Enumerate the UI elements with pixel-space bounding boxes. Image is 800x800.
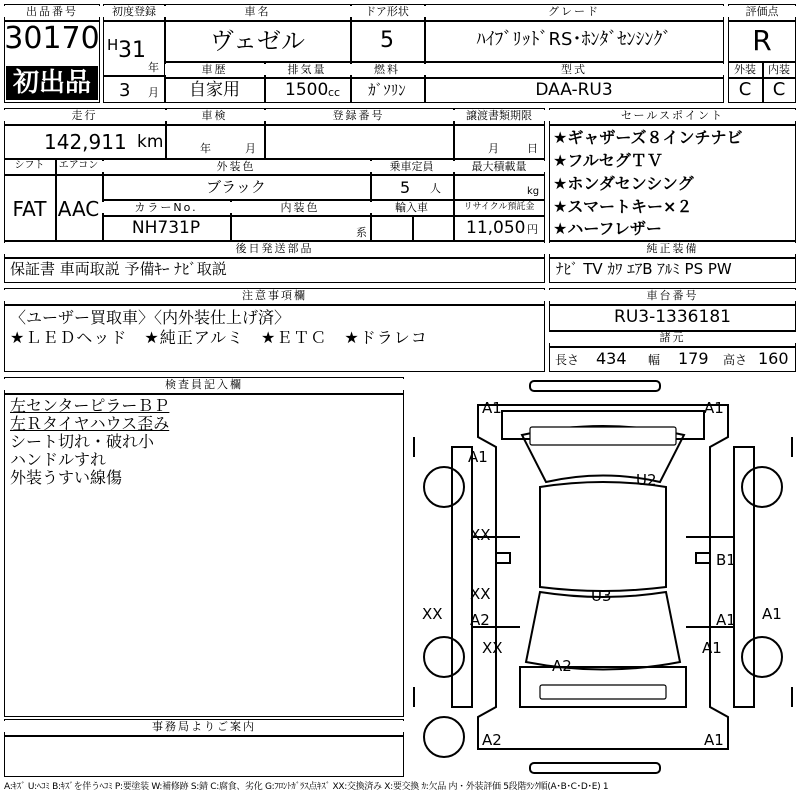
sales-point-item: ★ハーフレザー xyxy=(553,219,662,238)
mileage: 142,911 xyxy=(44,130,127,154)
damage-mark: XX xyxy=(470,585,491,603)
damage-mark: XX xyxy=(482,639,503,657)
later-parts-text: 保証書 車両取説 予備ｷｰ ﾅﾋﾞ取説 xyxy=(10,260,227,278)
damage-mark: A1 xyxy=(704,731,724,749)
damage-diagram xyxy=(410,377,796,777)
notes-line-1: 〈ユーザー買取車〉〈内外装仕上げ済〉 xyxy=(10,308,291,327)
length: 434 xyxy=(596,349,627,368)
recycle-fee: 11,050 xyxy=(466,218,526,238)
damage-mark: A2 xyxy=(482,731,502,749)
inspector-note: 外装うすい線傷 xyxy=(10,468,123,487)
first-reg-label: 初度登録 xyxy=(103,6,165,17)
lot-no-label: 出品番号 xyxy=(4,6,100,17)
inspector-note: 左センターピラーＢＰ xyxy=(10,396,170,415)
sales-point-item: ★スマートキー×２ xyxy=(553,197,693,216)
sales-point-item: ★ギャザーズ８インチナビ xyxy=(553,128,743,147)
model: DAA-RU3 xyxy=(535,80,613,100)
damage-mark: A1 xyxy=(704,399,724,417)
grade: ﾊｲﾌﾞﾘｯﾄﾞRS･ﾎﾝﾀﾞｾﾝｼﾝｸﾞ xyxy=(476,29,672,50)
lot-number: 30170 xyxy=(4,21,100,56)
inspector-note: ハンドルすれ xyxy=(10,450,107,469)
displacement: 1500 xyxy=(285,80,329,100)
damage-mark: A1 xyxy=(482,399,502,417)
exterior-color: ブラック xyxy=(206,178,266,196)
fuel: ｶﾞｿﾘﾝ xyxy=(368,81,406,99)
exterior-grade: C xyxy=(738,79,752,100)
inspector-note: シート切れ・破れ小 xyxy=(10,432,155,451)
inspector-note: 左Ｒタイヤハウス歪み xyxy=(10,414,170,433)
damage-mark: A1 xyxy=(762,605,782,623)
chassis-number: RU3-1336181 xyxy=(614,307,731,327)
seats: 5 xyxy=(400,178,411,197)
interior-grade: C xyxy=(772,79,786,100)
ac: AAC xyxy=(57,197,100,221)
damage-mark: XX xyxy=(422,605,443,623)
damage-mark: A2 xyxy=(552,657,572,675)
width: 179 xyxy=(678,349,709,368)
era: H xyxy=(107,36,119,54)
notes-line-2: ★ＬＥＤヘッド ★純正アルミ ★ＥＴＣ ★ドラレコ xyxy=(10,328,428,347)
damage-mark: A1 xyxy=(716,611,736,629)
history: 自家用 xyxy=(189,80,240,100)
doors: 5 xyxy=(380,28,394,53)
damage-mark: B1 xyxy=(716,551,736,569)
legend: A:ｷｽﾞ U:ﾍｺﾐ B:ｷｽﾞを伴うﾍｺﾐ P:要塗装 W:補修跡 S:錆 C:腐食、劣化 G:ﾌﾛﾝﾄｶﾞﾗｽ点ｷｽﾞ XX:交換済み X:要交換 ｶ:欠品 内・外装評価 5段階ﾗﾝｸ順(A･B･C･D･E) 1 xyxy=(4,782,609,792)
shift: FAT xyxy=(12,197,47,221)
reg-month: 3 xyxy=(119,80,131,101)
damage-mark: A1 xyxy=(468,448,488,466)
sales-point-item: ★ホンダセンシング xyxy=(553,174,694,193)
first-listing-badge: 初出品 xyxy=(6,66,98,100)
equipment-text: ﾅﾋﾞ TV ｶﾜ ｴｱB ｱﾙﾐ PS PW xyxy=(556,260,732,278)
damage-mark: XX xyxy=(470,526,491,544)
color-no: NH731P xyxy=(131,218,201,238)
damage-mark: U2 xyxy=(636,471,657,489)
sales-point-item: ★フルセグＴＶ xyxy=(553,151,663,170)
damage-mark: A1 xyxy=(702,639,722,657)
eval-score: R xyxy=(752,24,772,57)
height: 160 xyxy=(758,349,789,368)
car-name: ヴェゼル xyxy=(209,27,306,55)
damage-mark: A2 xyxy=(470,611,490,629)
reg-year: 31 xyxy=(118,38,146,63)
damage-mark: U3 xyxy=(591,587,612,605)
